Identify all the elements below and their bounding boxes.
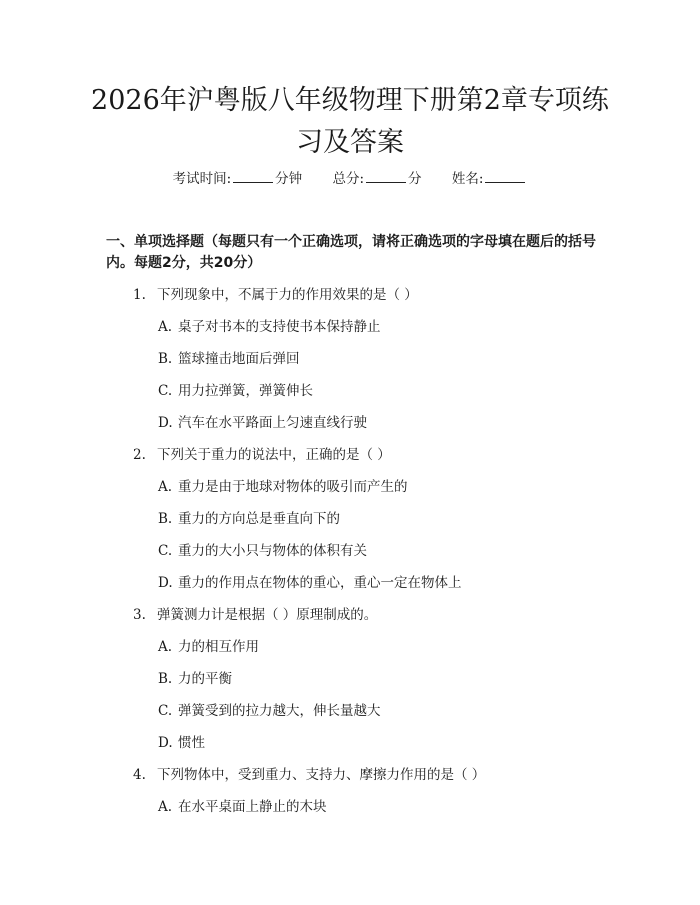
question-2-option-a — [158, 475, 408, 495]
option-text: 弹簧受到的拉力越大，伸长量越大 — [178, 703, 381, 719]
option-text: 桌子对书本的支持使书本保持静止 — [178, 319, 381, 335]
question-2-option-b — [158, 507, 340, 527]
name-label: 姓名: — [451, 171, 484, 187]
question-4 — [133, 763, 485, 783]
option-text: 在水平桌面上静止的木块 — [178, 799, 327, 815]
exam-score — [332, 171, 425, 187]
option-letter: A. — [158, 639, 173, 655]
document-title — [60, 80, 640, 164]
option-text: 重力的作用点在物体的重心，重心一定在物体上 — [178, 575, 462, 591]
option-letter: C. — [158, 383, 173, 399]
question-1-option-b — [158, 347, 300, 367]
question-1-option-a — [158, 315, 381, 335]
question-text: 下列物体中，受到重力、支持力、摩擦力作用的是（ ） — [157, 767, 486, 783]
time-blank — [233, 170, 273, 183]
option-text: 重力是由于地球对物体的吸引而产生的 — [178, 479, 408, 495]
question-3-option-a — [158, 635, 259, 655]
question-1-option-c — [158, 379, 313, 399]
question-number: 2. — [133, 447, 146, 463]
question-3-option-c — [158, 699, 381, 719]
exam-name — [452, 171, 528, 187]
question-3 — [133, 603, 377, 623]
option-letter: B. — [158, 351, 173, 367]
exam-meta — [0, 167, 700, 187]
question-2 — [133, 443, 391, 463]
question-2-option-d — [158, 571, 462, 591]
option-text: 力的平衡 — [178, 671, 232, 687]
question-1 — [133, 283, 418, 303]
option-text: 重力的方向总是垂直向下的 — [178, 511, 340, 527]
option-text: 用力拉弹簧，弹簧伸长 — [178, 383, 313, 399]
option-letter: A. — [158, 319, 173, 335]
option-letter: B. — [158, 511, 173, 527]
option-text: 惯性 — [178, 735, 205, 751]
exam-time — [173, 171, 307, 187]
title-line-2: 习及答案 — [296, 127, 404, 158]
question-number: 3. — [133, 607, 146, 623]
question-4-option-a — [158, 795, 327, 815]
question-1-option-d — [158, 411, 367, 431]
score-label: 总分: — [332, 171, 365, 187]
option-letter: A. — [158, 799, 173, 815]
question-text: 弹簧测力计是根据（ ）原理制成的。 — [157, 607, 378, 623]
question-2-option-c — [158, 539, 367, 559]
time-label: 考试时间: — [172, 171, 232, 187]
option-text: 篮球撞击地面后弹回 — [178, 351, 300, 367]
question-text: 下列现象中，不属于力的作用效果的是（ ） — [157, 287, 418, 303]
option-letter: D. — [158, 415, 173, 431]
question-number: 1. — [133, 287, 146, 303]
option-letter: C. — [158, 543, 173, 559]
option-letter: D. — [158, 575, 173, 591]
question-text: 下列关于重力的说法中，正确的是（ ） — [157, 447, 391, 463]
option-text: 汽车在水平路面上匀速直线行驶 — [178, 415, 367, 431]
option-text: 力的相互作用 — [178, 639, 259, 655]
question-number: 4. — [133, 767, 146, 783]
section-heading: 一、单项选择题（每题只有一个正确选项，请将正确选项的字母填在题后的括号内。每题2分，共20分） — [106, 234, 596, 271]
option-letter: B. — [158, 671, 173, 687]
score-blank — [366, 170, 406, 183]
option-letter: D. — [158, 735, 173, 751]
option-text: 重力的大小只与物体的体积有关 — [178, 543, 367, 559]
score-unit: 分 — [408, 171, 422, 187]
title-line-1: 2026年沪粤版八年级物理下册第2章专项练 — [91, 85, 609, 116]
question-3-option-b — [158, 667, 232, 687]
time-unit: 分钟 — [275, 171, 303, 187]
name-blank — [485, 170, 525, 183]
option-letter: A. — [158, 479, 173, 495]
question-3-option-d — [158, 731, 205, 751]
option-letter: C. — [158, 703, 173, 719]
